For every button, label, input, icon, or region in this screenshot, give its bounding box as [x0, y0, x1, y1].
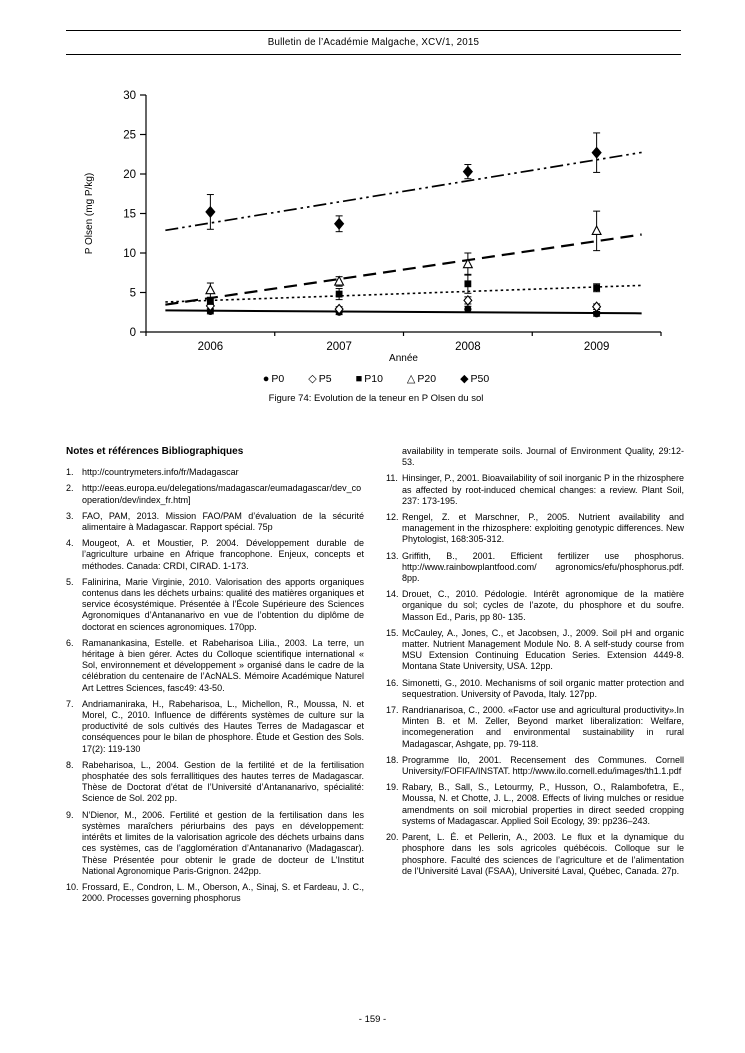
reference-text: FAO, PAM, 2013. Mission FAO/PAM d’évaluation de la sécurité alimentaire à Madagascar. Rapport spécial. 75p	[82, 510, 364, 533]
reference-text: Falinirina, Marie Virginie, 2010. Valorisation des apports organiques contenus dans les déchets urbains: qualité des matières organiques et service écosystémique. Présentée à l’École Supérieure des Sciences Agronomiques d’Antananarivo en vue de l’obtention du diplôme de doctorat en sciences agronomiques. 170pp.	[82, 576, 364, 632]
references-right-list	[386, 446, 684, 877]
trend-line-P50	[165, 152, 641, 230]
marker-open-triangle	[335, 277, 344, 285]
reference-text: Andriamaniraka, H., Rabeharisoa, L., Michellon, R., Moussa, N. et Morel, C., 2010. Influence de différents systèmes de culture sur la productivité de sols cultivés des Hautes Terres de Madagascar et conséquences pour le bilan de phosphore. Étude et Gestion des Sols. 17(2): 119-130	[82, 698, 364, 754]
reference-number: 16.	[386, 677, 399, 688]
reference-text: Griffith, B., 2001. Efficient fertilizer use phosphorus. http://www.rainbowplantfood.com/ agronomics/efu/phosphorus.pdf. 8pp.	[402, 550, 684, 584]
reference-number: 12.	[386, 512, 399, 523]
marker-filled-circle	[464, 305, 471, 312]
reference-number: 2.	[66, 483, 74, 494]
reference-text: N’Dienor, M., 2006. Fertilité et gestion de la fertilisation dans les systèmes maraîchers périurbains des pays en développement: intérêts et limites de la valorisation agricole des déchets urbains dans ces systèmes, cas de l’agglomération d’Antananarivo (Madagascar). Thèse Présentée pour obtenir le grade de docteur de L’Institut National Agronomique Paris-Grignon. 242pp.	[82, 809, 364, 876]
reference-text: Drouet, C., 2010. Pédologie. Intérêt agronomique de la matière organique du sol; cycles de l’azote, du phosphore et du soufre. Masson Ed., Paris, pp 80- 135.	[402, 589, 684, 622]
y-tick-label: 10	[123, 248, 136, 260]
x-tick-label: 2008	[455, 341, 481, 353]
marker-filled-square	[336, 291, 343, 298]
legend-item-P20	[407, 372, 436, 385]
p-olsen-evolution-chart	[76, 80, 676, 372]
reference-text: http://eeas.europa.eu/delegations/madagascar/eumadagascar/dev_cooperation/dev/index_fr.htm]	[82, 483, 362, 505]
reference-item	[386, 473, 684, 507]
legend-item-P5	[308, 372, 331, 385]
filled-diamond-icon: ◆	[460, 373, 469, 385]
reference-item	[386, 551, 684, 585]
references-left-list	[66, 467, 364, 904]
reference-text: McCauley, A., Jones, C., et Jacobsen, J., 2009. Soil pH and organic matter. Nutrient Management Module No. 8. A self-study course from MSU Extension Continuing Education Series. Extension 4449-8. Montana State University, USA. 12pp.	[402, 627, 684, 672]
open-triangle-icon: △	[406, 373, 416, 385]
reference-item	[66, 882, 364, 904]
axes	[140, 95, 661, 336]
reference-number: 17.	[386, 705, 399, 716]
reference-number: 1.	[66, 467, 74, 478]
reference-item	[386, 832, 684, 877]
filled-square-icon: ■	[355, 372, 363, 385]
references-title: Notes et références Bibliographiques	[66, 446, 244, 457]
reference-text: http://countrymeters.info/fr/Madagascar	[82, 467, 239, 478]
legend-item-P50	[460, 372, 489, 385]
reference-number: 13.	[386, 550, 399, 561]
reference-item	[386, 705, 684, 750]
reference-number: 18.	[386, 754, 399, 765]
open-diamond-icon: ◇	[308, 373, 317, 385]
legend-item-P0	[263, 373, 285, 385]
reference-number: 11.	[386, 473, 398, 484]
reference-number: 4.	[66, 538, 74, 549]
reference-text: Programme Ilo, 2001. Recensement des Communes. Cornell University/FOFIFA/INSTAT. http://www.ilo.cornell.edu/images/th1.1.pdf	[402, 754, 684, 777]
reference-number: 14.	[386, 589, 399, 600]
reference-item	[66, 511, 364, 533]
reference-item	[66, 638, 364, 694]
legend-label: P5	[318, 373, 332, 385]
journal-title: Bulletin de l’Académie Malgache, XCV/1, 2015	[267, 37, 480, 48]
reference-item	[66, 577, 364, 633]
filled-circle-icon: ●	[262, 372, 270, 385]
reference-item	[386, 589, 684, 623]
reference-text: Rengel, Z. et Marschner, P., 2005. Nutrient availability and management in the rhizosphere: exploiting genotypic differences. New Phytologist, 168:305-312.	[402, 512, 684, 545]
reference-item	[66, 760, 364, 805]
x-tick-label: 2006	[197, 341, 224, 353]
reference-text: Ramanankasina, Estelle. et Rabeharisoa Lilia., 2003. La terre, un héritage à bien gérer. Actes du Colloque scientifique international « Sol, environnement et développement » organisé dans le cadre de la célébration du centenaire de l’AcNALS. Mémoire Académique Naturel Art Lettres Sciences, fasc49: 43-50.	[82, 637, 364, 693]
y-tick-label: 20	[123, 169, 136, 181]
references-section	[66, 446, 684, 909]
marker-filled-square	[593, 284, 600, 291]
reference-number	[386, 446, 402, 468]
legend-item-P10	[356, 373, 383, 385]
reference-item	[386, 628, 684, 673]
reference-number: 15.	[386, 627, 399, 638]
references-left-column	[66, 446, 364, 909]
reference-item	[386, 678, 684, 700]
reference-text: Frossard, E., Condron, L. M., Oberson, A., Sinaj, S. et Fardeau, J. C., 2000. Processes governing phosphorus	[82, 881, 364, 904]
chart-legend	[76, 372, 676, 385]
reference-item	[386, 446, 684, 468]
reference-number: 3.	[66, 510, 74, 521]
reference-text: Hinsinger, P., 2001. Bioavailability of soil inorganic P in the rhizosphere as affected by root-induced chemical changes: a review. Plant Soil, 237: 173-195.	[402, 473, 684, 506]
legend-label: P20	[417, 373, 437, 385]
y-tick-label: 25	[123, 129, 136, 142]
reference-text: availability in temperate soils. Journal of Environment Quality, 29:12-53.	[402, 446, 684, 468]
marker-filled-square	[464, 280, 471, 287]
marker-filled-diamond	[463, 166, 472, 176]
reference-number: 9.	[66, 809, 74, 820]
trend-line-P0	[165, 310, 641, 313]
reference-number: 8.	[66, 759, 74, 770]
reference-item	[386, 755, 684, 777]
reference-number: 20.	[386, 832, 399, 843]
x-tick-label: 2009	[583, 341, 610, 353]
figure-74	[76, 80, 676, 404]
legend-label: P10	[364, 372, 383, 385]
reference-text: Parent, L. É. et Pellerin, A., 2003. Le flux et la dynamique du phosphore dans les sols agricoles québécois. Colloque sur le phosphore. Faculté des sciences de l’agriculture et de l’alimentation de l’Université Laval (FSAA), Université Laval, Québec, Canada. 27p.	[402, 832, 684, 876]
x-tick-label: 2007	[326, 341, 352, 353]
references-right-column	[386, 446, 684, 909]
series-P20	[206, 211, 601, 297]
reference-item	[66, 483, 364, 505]
reference-text: Simonetti, G., 2010. Mechanisms of soil organic matter protection and sequestration. University of Pavoda, Italy. 127pp.	[402, 677, 684, 699]
reference-text: Rabary, B., Sall, S., Letourmy, P., Husson, O., Ralambofetra, E., Moussa, N. et Chotte, J. L., 2008. Effects of living mulches or residue amendments on soil microbial properties in direct seeded cropping systems of Madagascar. Applied Soil Ecology, 39: pp236–243.	[402, 782, 684, 826]
y-tick-label: 30	[123, 90, 136, 102]
marker-open-triangle	[592, 226, 601, 234]
marker-open-triangle	[206, 285, 215, 293]
marker-filled-diamond	[206, 207, 215, 217]
page-header	[66, 30, 681, 55]
series-P50	[206, 133, 601, 232]
y-tick-label: 5	[129, 287, 136, 300]
reference-item	[66, 538, 364, 572]
reference-number: 19.	[386, 782, 399, 793]
y-tick-label: 15	[123, 208, 136, 221]
reference-item	[386, 782, 684, 827]
reference-item	[66, 467, 364, 478]
reference-text: Mougeot, A. et Moustier, P. 2004. Développement durable de l’agriculture urbaine en Afrique francophone. Enjeux, concepts et méthodes. Canada: CRDI, CIRAD. 1-173.	[82, 538, 364, 571]
page-number: - 159 -	[358, 1014, 387, 1025]
reference-text: Rabeharisoa, L., 2004. Gestion de la fertilité et de la fertilisation phosphatée des sols ferrallitiques des hautes terres de Madagascar. Thèse de Doctorat d’état de l’Université d’Antananarivo, spécialité: Science de Sol. 202 pp.	[82, 759, 364, 804]
reference-number: 7.	[66, 698, 74, 709]
reference-number: 6.	[66, 637, 74, 648]
reference-item	[386, 512, 684, 546]
marker-filled-diamond	[592, 147, 601, 157]
marker-filled-square	[207, 298, 214, 305]
reference-text: Randrianarisoa, C., 2000. «Factor use and agricultural productivity».In Minten B. et M. Zeller, Beyond market liberalization: Welfare, incomegeneration and environmental sustainability in rural Madagascar, Ashgate, pp. 79-118.	[402, 705, 684, 749]
reference-item	[66, 699, 364, 755]
legend-label: P50	[470, 373, 490, 385]
reference-number: 5.	[66, 576, 74, 587]
figure-caption: Figure 74: Evolution de la teneur en P Olsen du sol	[268, 393, 484, 404]
legend-label: P0	[271, 372, 285, 385]
reference-number: 10.	[66, 881, 79, 892]
marker-filled-diamond	[335, 219, 344, 229]
x-axis-label: Année	[389, 353, 418, 364]
y-tick-label: 0	[129, 327, 136, 339]
y-axis-label: P Olsen (mg P/kg)	[84, 172, 95, 255]
reference-item	[66, 810, 364, 877]
